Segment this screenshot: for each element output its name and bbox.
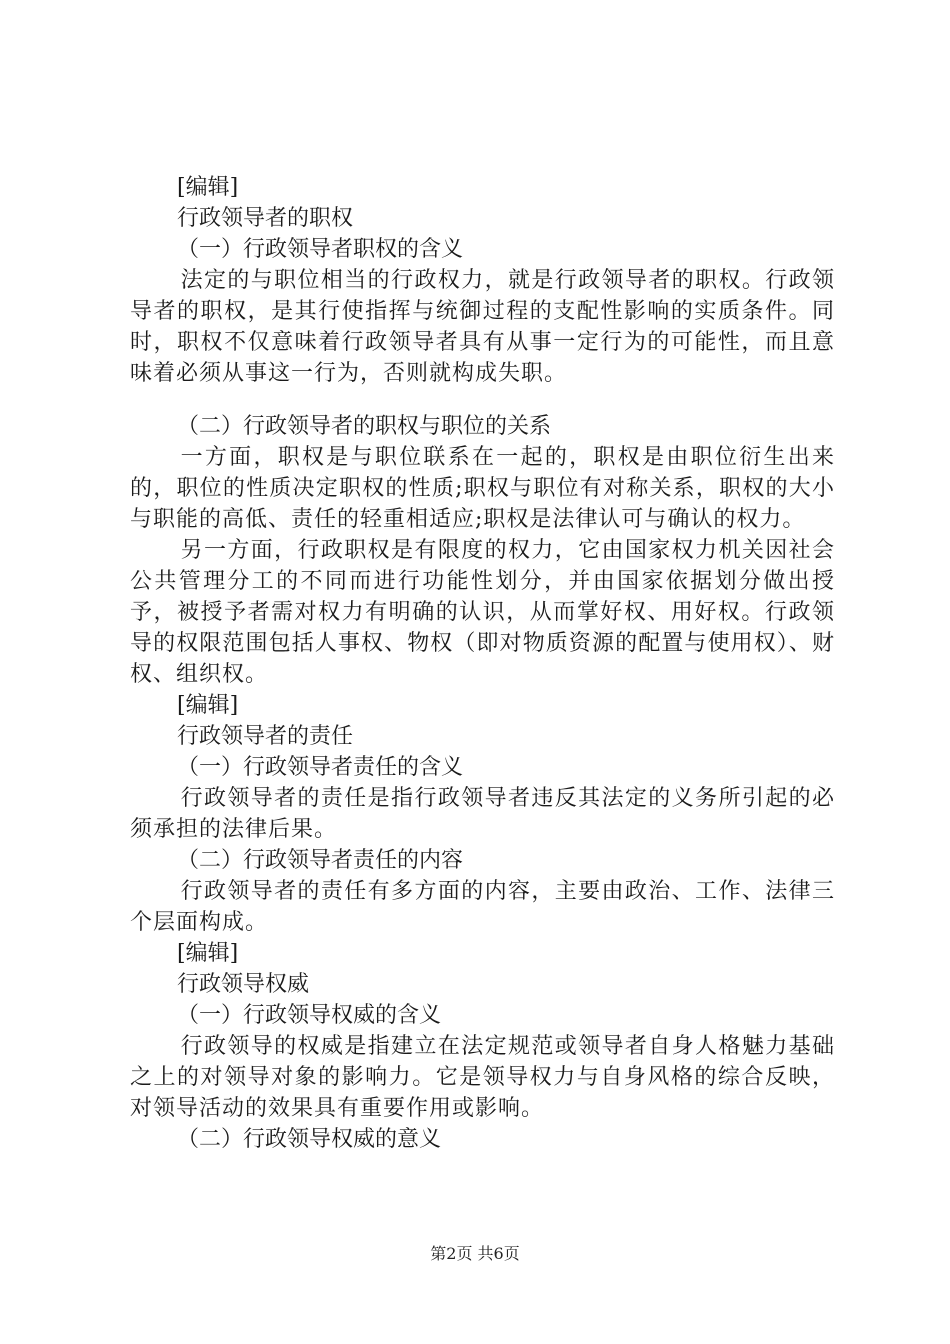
page-footer: 第2页 共6页 <box>430 1244 520 1263</box>
paragraph: 另一方面，行政职权是有限度的权力，它由国家权力机关因社会公共管理分工的不同而进行功能性划分，并由国家依据划分做出授予，被授予者需对权力有明确的认识，从而掌好权、用好权。行政领导的权限范围包括人事权、物权（即对物质资源的配置与使用权）、财权、组织权。 <box>130 538 835 687</box>
subheading: （二）行政领导权威的意义 <box>177 1127 442 1152</box>
edit-link[interactable]: [编辑] <box>177 175 239 200</box>
spacer <box>130 389 835 411</box>
paragraph: 行政领导的权威是指建立在法定规范或领导者自身人格魅力基础之上的对领导对象的影响力。它是领导权力与自身风格的综合反映，对领导活动的效果具有重要作用或影响。 <box>130 1034 835 1121</box>
paragraph: 一方面，职权是与职位联系在一起的，职权是由职位衍生出来的，职位的性质决定职权的性质;职权与职位有对称关系，职权的大小与职能的高低、责任的轻重相适应;职权是法律认可与确认的权力。 <box>130 445 835 532</box>
edit-link[interactable]: [编辑] <box>177 941 239 966</box>
paragraph: 行政领导者的责任有多方面的内容，主要由政治、工作、法律三个层面构成。 <box>130 879 835 935</box>
document-body <box>130 172 835 1155</box>
edit-link[interactable]: [编辑] <box>177 693 239 718</box>
subheading: （一）行政领导者责任的含义 <box>177 755 464 780</box>
paragraph: 法定的与职位相当的行政权力，就是行政领导者的职权。行政领导者的职权，是其行使指挥与统御过程的支配性影响的实质条件。同时，职权不仅意味着行政领导者具有从事一定行为的可能性，而且意味着必须从事这一行为，否则就构成失职。 <box>130 268 835 386</box>
paragraph: 行政领导者的责任是指行政领导者违反其法定的义务所引起的必须承担的法律后果。 <box>130 786 835 842</box>
subheading: （二）行政领导者的职权与职位的关系 <box>177 414 552 439</box>
section-heading: 行政领导权威 <box>177 972 310 997</box>
section-heading: 行政领导者的职权 <box>177 206 354 231</box>
subheading: （一）行政领导权威的含义 <box>177 1003 442 1028</box>
subheading: （一）行政领导者职权的含义 <box>177 237 464 262</box>
section-heading: 行政领导者的责任 <box>177 724 354 749</box>
subheading: （二）行政领导者责任的内容 <box>177 848 464 873</box>
